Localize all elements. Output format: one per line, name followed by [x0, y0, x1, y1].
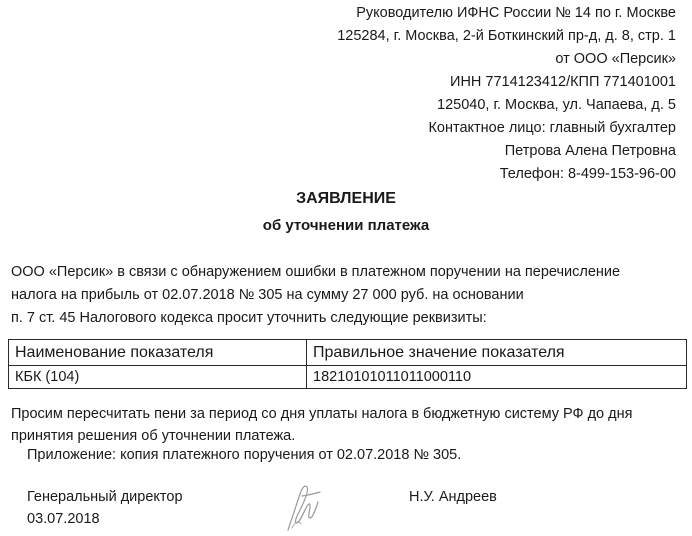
table-header-cell: Правильное значение показателя — [307, 340, 687, 366]
header-line-contact: Контактное лицо: главный бухгалтер — [428, 120, 676, 136]
table-cell: КБК (104) — [9, 366, 307, 389]
document-title: ЗАЯВЛЕНИЕ — [296, 190, 396, 207]
table-row — [9, 366, 687, 389]
intro-line: налога на прибыль от 02.07.2018 № 305 на сумму 27 000 руб. на основании — [11, 287, 524, 303]
request-line: Просим пересчитать пени за период со дня уплаты налога в бюджетную систему РФ до дня — [11, 406, 633, 422]
table-header-cell: Наименование показателя — [9, 340, 307, 366]
header-line-sender: от ООО «Персик» — [555, 51, 676, 67]
signer-name: Н.У. Андреев — [409, 489, 497, 505]
header-line-phone: Телефон: 8-499-153-96-00 — [499, 166, 676, 182]
signer-position: Генеральный директор — [27, 489, 183, 505]
document-subtitle: об уточнении платежа — [262, 217, 430, 234]
table-cell: 18210101011011000110 — [307, 366, 687, 389]
intro-line: ООО «Персик» в связи с обнаружением ошибки в платежном поручении на перечисление — [11, 264, 621, 280]
signature-date: 03.07.2018 — [27, 511, 100, 527]
header-line-recipient: Руководителю ИФНС России № 14 по г. Москве — [356, 5, 676, 21]
header-line-contact-name: Петрова Алена Петровна — [504, 143, 676, 159]
attachment-line: Приложение: копия платежного поручения от 02.07.2018 № 305. — [27, 447, 462, 463]
table-header-row — [9, 340, 687, 366]
intro-line: п. 7 ст. 45 Налогового кодекса просит уточнить следующие реквизиты: — [11, 310, 487, 326]
header-line-recipient-address: 125284, г. Москва, 2-й Боткинский пр-д, д. 8, стр. 1 — [337, 28, 676, 44]
header-line-sender-address: 125040, г. Москва, ул. Чапаева, д. 5 — [437, 97, 676, 113]
requisites-table — [8, 339, 687, 389]
handwritten-signature-icon — [280, 478, 330, 536]
request-line: принятия решения об уточнении платежа. — [11, 428, 296, 444]
header-line-inn-kpp: ИНН 7714123412/КПП 771401001 — [450, 74, 676, 90]
